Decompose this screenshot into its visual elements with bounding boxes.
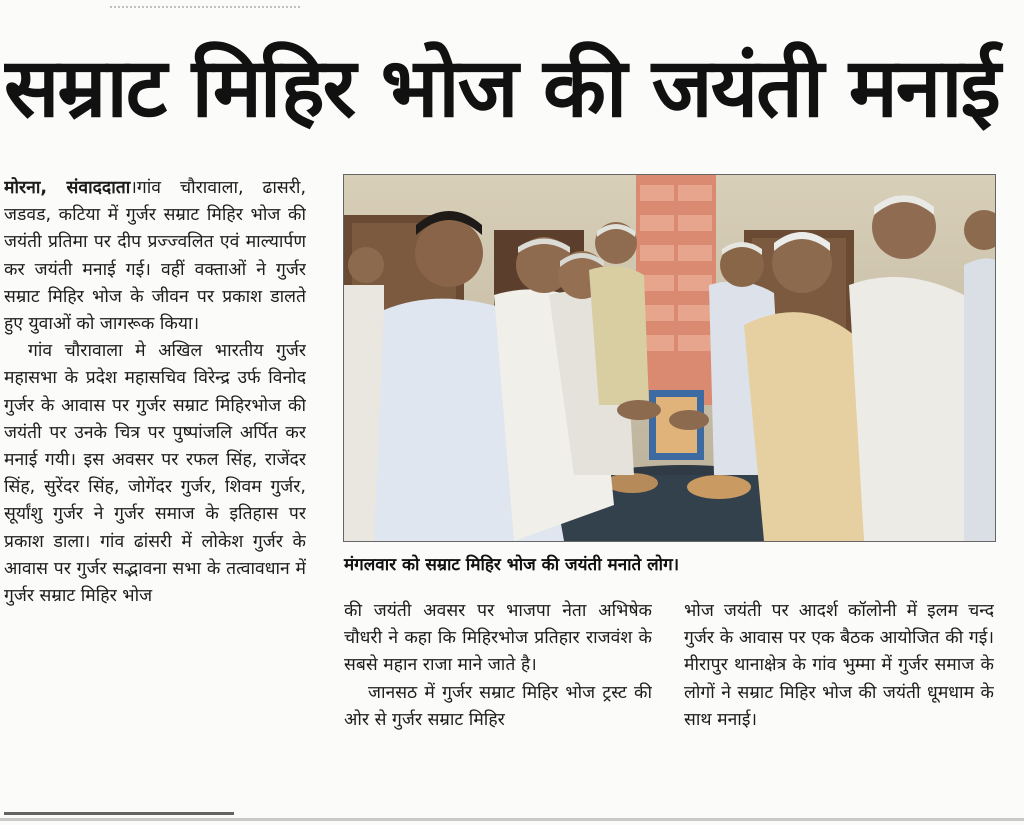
paragraph: भोज जयंती पर आदर्श कॉलोनी में इलम चन्द गुर्जर के आवास पर एक बैठक आयोजित की गई। मीरापुर थानाक्षेत्र के गांव भुम्मा में गुर्जर समाज के लोगों ने सम्राट मिहिर भोज की जयंती धूमधाम के साथ मनाई। bbox=[684, 601, 994, 730]
article-column-1 bbox=[4, 175, 306, 795]
photo-illustration bbox=[344, 175, 995, 541]
previous-article-fragment bbox=[110, 0, 300, 8]
paragraph bbox=[4, 175, 306, 338]
dateline: मोरना, संवाददाता bbox=[4, 178, 131, 198]
headline: सम्राट मिहिर भोज की जयंती मनाई bbox=[4, 41, 999, 136]
article-column-3 bbox=[684, 598, 994, 798]
paragraph: गांव चौरावाला मे अखिल भारतीय गुर्जर महासभा के प्रदेश महासचिव विरेन्द्र उर्फ विनोद गुर्जर के आवास पर गुर्जर सम्राट मिहिरभोज की जयंती पर उनके चित्र पर पुष्पांजलि अर्पित कर मनाई गयी। इस अवसर पर रफल सिंह, राजेंदर सिंह, सुरेंदर सिंह, जोगेंदर गुर्जर, शिवम गुर्जर, सूर्यांशु गुर्जर ने गुर्जर समाज के इतिहास पर प्रकाश डाला। गांव ढांसरी में लोकेश गुर्जर के आवास पर गुर्जर सद्भावना सभा के तत्वावधान में गुर्जर सम्राट मिहिर भोज bbox=[4, 341, 306, 607]
page-rule bbox=[0, 818, 1024, 821]
paragraph: जानसठ में गुर्जर सम्राट मिहिर भोज ट्रस्ट की ओर से गुर्जर सम्राट मिहिर bbox=[344, 682, 652, 730]
news-photo bbox=[343, 174, 996, 542]
article-column-2 bbox=[344, 598, 652, 798]
paragraph-text: ।गांव चौरावाला, ढासरी, जडवड, कटिया में गुर्जर सम्राट मिहिर भोज की जयंती प्रतिमा पर दीप प्रज्ज्वलित एवं माल्यार्पण कर जयंती मनाई गई। वहीं वक्ताओं ने गुर्जर सम्राट मिहिर भोज के जीवन पर प्रकाश डालते हुए युवाओं को जागरूक किया। bbox=[4, 178, 306, 335]
photo-caption: मंगलवार को सम्राट मिहिर भोज की जयंती मनाते लोग। bbox=[344, 555, 680, 575]
paragraph: की जयंती अवसर पर भाजपा नेता अभिषेक चौधरी ने कहा कि मिहिरभोज प्रतिहार राजवंश के सबसे महान राजा माने जाते है। bbox=[344, 601, 652, 676]
